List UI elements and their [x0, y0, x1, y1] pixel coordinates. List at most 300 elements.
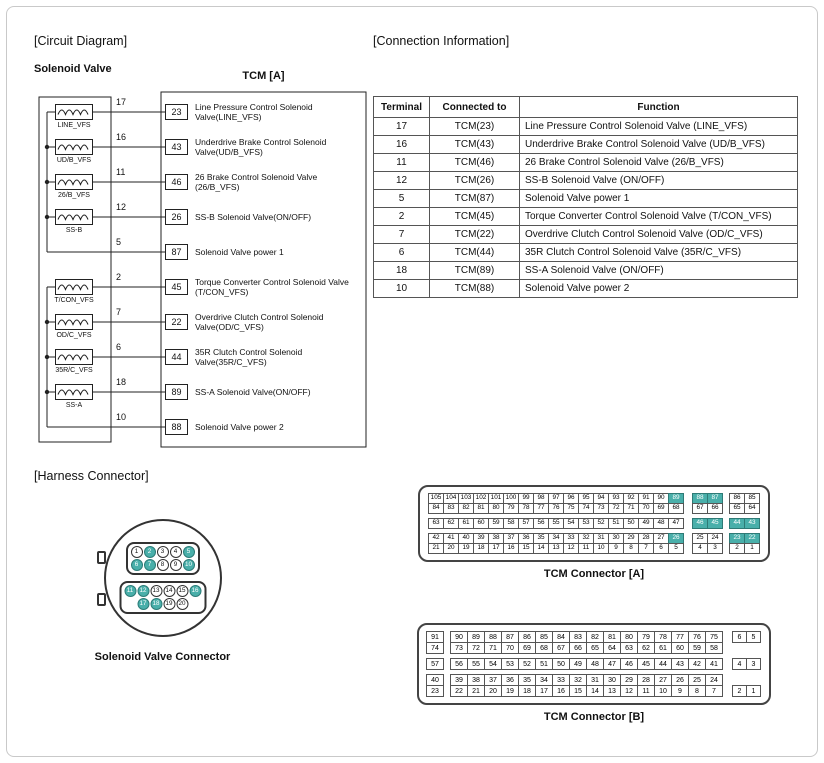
tcma-pin-44: 44 [729, 518, 745, 529]
coil-label: 35R/C_VFS [55, 367, 93, 374]
tcma-pin-63: 63 [428, 518, 444, 529]
tcm-b-housing [417, 623, 771, 705]
pin-block [692, 518, 723, 529]
table-row [374, 280, 798, 298]
tcma-row [428, 503, 760, 514]
tcm-connector-b [409, 623, 779, 723]
tcmb-pin-77: 77 [671, 631, 689, 643]
tcma-pin-11: 11 [578, 543, 594, 554]
tcmb-pin-64: 64 [603, 642, 621, 654]
tcmb-pin-38: 38 [467, 674, 485, 686]
tcma-pin-1: 1 [744, 543, 760, 554]
tcma-pin-31: 31 [593, 533, 609, 544]
tcmb-pin-6: 6 [732, 631, 747, 643]
tcma-pin-78: 78 [518, 503, 534, 514]
tcma-pin-60: 60 [473, 518, 489, 529]
tcmb-pin-45: 45 [637, 658, 655, 670]
tcmb-pin-43: 43 [671, 658, 689, 670]
coil-icon [56, 175, 90, 188]
tcmb-pin-42: 42 [688, 658, 706, 670]
solenoid-pin-2: 2 [144, 546, 156, 558]
tcmb-pin-50: 50 [552, 658, 570, 670]
tcma-pin-64: 64 [744, 503, 760, 514]
solenoid-pin-19: 19 [163, 598, 175, 610]
tcma-pin-61: 61 [458, 518, 474, 529]
tcma-pin-89: 89 [668, 493, 684, 504]
mounting-tab-icon [97, 593, 106, 606]
tcmb-pin-37: 37 [484, 674, 502, 686]
tcmb-pin-25: 25 [688, 674, 706, 686]
tcma-pin-83: 83 [443, 503, 459, 514]
pin-block [732, 658, 761, 670]
tcma-pin-96: 96 [563, 493, 579, 504]
tcma-pin-5: 5 [668, 543, 684, 554]
tcmb-pin-15: 15 [569, 685, 587, 697]
pin-block [729, 543, 760, 554]
tcmb-pin-49: 49 [569, 658, 587, 670]
coil-icon [56, 280, 90, 293]
solenoid-pin-7: 7 [144, 559, 156, 571]
terminal-number: 12 [116, 202, 127, 212]
tcma-pin-33: 33 [563, 533, 579, 544]
tcm-pin-number: 22 [165, 314, 188, 330]
tcma-pin-91: 91 [638, 493, 654, 504]
tcmb-pin-84: 84 [552, 631, 570, 643]
tcma-pin-97: 97 [548, 493, 564, 504]
terminal-cell: 11 [374, 154, 430, 172]
tcma-pin-58: 58 [503, 518, 519, 529]
tcma-pin-36: 36 [518, 533, 534, 544]
tcma-pin-18: 18 [473, 543, 489, 554]
solenoid-coil-symbol [55, 349, 93, 365]
connected-to-cell: TCM(89) [430, 262, 520, 280]
tcma-pin-46: 46 [692, 518, 708, 529]
terminal-number: 5 [116, 237, 122, 247]
tcmb-pin-16: 16 [552, 685, 570, 697]
tcmb-pin-47: 47 [603, 658, 621, 670]
coil-icon [56, 140, 90, 153]
terminal-cell: 6 [374, 244, 430, 262]
tcma-pin-28: 28 [638, 533, 654, 544]
tcm-connector-a [395, 485, 793, 580]
table-row [374, 262, 798, 280]
tcmb-pin-74: 74 [426, 642, 444, 654]
tcma-pin-17: 17 [488, 543, 504, 554]
tcm-pin-number: 89 [165, 384, 188, 400]
coil-label: 26/B_VFS [58, 192, 90, 199]
tcmb-pin-24: 24 [705, 674, 723, 686]
tcma-pin-98: 98 [533, 493, 549, 504]
circuit-diagram [31, 87, 376, 462]
tcma-pin-53: 53 [578, 518, 594, 529]
table-header-row [374, 97, 798, 118]
terminal-number: 6 [116, 342, 122, 352]
tcma-pin-21: 21 [428, 543, 444, 554]
tcmb-pin-67: 67 [552, 642, 570, 654]
tcma-row [428, 543, 760, 554]
tcmb-row [427, 685, 723, 697]
tcmb-pin-69: 69 [518, 642, 536, 654]
mounting-tab-icon [97, 551, 106, 564]
function-cell: SS-B Solenoid Valve (ON/OFF) [520, 172, 798, 190]
tcma-pin-95: 95 [578, 493, 594, 504]
tcma-pin-65: 65 [729, 503, 745, 514]
tcma-pin-69: 69 [653, 503, 669, 514]
solenoid-pin-3: 3 [157, 546, 169, 558]
solenoid-pin-12: 12 [137, 585, 149, 597]
tcmb-pin-55: 55 [467, 658, 485, 670]
pin-function-label: SS-A Solenoid Valve(ON/OFF) [195, 386, 311, 397]
tcma-pin-43: 43 [744, 518, 760, 529]
solenoid-pin-10: 10 [183, 559, 195, 571]
tcmb-pin-11: 11 [637, 685, 655, 697]
tcmb-pin-44: 44 [654, 658, 672, 670]
tcma-pin-102: 102 [473, 493, 489, 504]
solenoid-coil-symbol [55, 209, 93, 225]
tcma-pin-3: 3 [707, 543, 723, 554]
tcmb-pin-54: 54 [484, 658, 502, 670]
tcmb-pin-46: 46 [620, 658, 638, 670]
terminal-cell: 10 [374, 280, 430, 298]
tcmb-pin-53: 53 [501, 658, 519, 670]
terminal-cell: 16 [374, 136, 430, 154]
tcmb-pin-27: 27 [654, 674, 672, 686]
tcma-pin-42: 42 [428, 533, 444, 544]
tcma-pin-59: 59 [488, 518, 504, 529]
solenoid-pin-15: 15 [176, 585, 188, 597]
tcma-pin-7: 7 [638, 543, 654, 554]
solenoid-pin-18: 18 [150, 598, 162, 610]
tcma-pin-70: 70 [638, 503, 654, 514]
terminal-number: 17 [116, 97, 127, 107]
tcma-pin-82: 82 [458, 503, 474, 514]
table-row [374, 154, 798, 172]
tcmb-pin-71: 71 [484, 642, 502, 654]
tcmb-pin-62: 62 [637, 642, 655, 654]
tcmb-pin-13: 13 [603, 685, 621, 697]
tcmb-pin-60: 60 [671, 642, 689, 654]
function-cell: Torque Converter Control Solenoid Valve (T/CON_VFS) [520, 208, 798, 226]
tcmb-pin-90: 90 [450, 631, 468, 643]
tcmb-pin-23: 23 [426, 685, 444, 697]
pin-block [732, 631, 761, 643]
connected-to-cell: TCM(23) [430, 118, 520, 136]
tcmb-pin-8: 8 [688, 685, 706, 697]
tcma-pin-92: 92 [623, 493, 639, 504]
tcma-pin-72: 72 [608, 503, 624, 514]
function-cell: SS-A Solenoid Valve (ON/OFF) [520, 262, 798, 280]
pin-function-label: Line Pressure Control Solenoid Valve(LINE_VFS) [195, 101, 313, 122]
tcmb-pin-12: 12 [620, 685, 638, 697]
function-cell: 35R Clutch Control Solenoid Valve (35R/C_VFS) [520, 244, 798, 262]
tcmb-pin-22: 22 [450, 685, 468, 697]
pin-block [428, 503, 684, 514]
solenoid-coil-symbol [55, 104, 93, 120]
pin-function-label: Underdrive Brake Control Solenoid Valve(UD/B_VFS) [195, 136, 327, 157]
tcma-pin-10: 10 [593, 543, 609, 554]
tcm-b-connector-label: TCM Connector [B] [543, 711, 645, 723]
tcm-a-connector-label: TCM Connector [A] [543, 568, 645, 580]
tcmb-pin-79: 79 [637, 631, 655, 643]
table-row [374, 172, 798, 190]
table-row [374, 190, 798, 208]
table-row [374, 226, 798, 244]
tcmb-pin-28: 28 [637, 674, 655, 686]
table-row [374, 118, 798, 136]
tcmb-pin-76: 76 [688, 631, 706, 643]
tcma-pin-100: 100 [503, 493, 519, 504]
terminal-number: 2 [116, 272, 122, 282]
tcma-pin-79: 79 [503, 503, 519, 514]
tcmb-pin-59: 59 [688, 642, 706, 654]
function-cell: Solenoid Valve power 2 [520, 280, 798, 298]
tcmb-pin-5: 5 [746, 631, 761, 643]
tcma-pin-74: 74 [578, 503, 594, 514]
tcma-pin-104: 104 [443, 493, 459, 504]
connected-to-cell: TCM(22) [430, 226, 520, 244]
tcm-pin-number: 44 [165, 349, 188, 365]
coil-label: SS-B [65, 227, 83, 234]
tcma-pin-67: 67 [692, 503, 708, 514]
tcma-pin-27: 27 [653, 533, 669, 544]
tcm-pin-number: 45 [165, 279, 188, 295]
tcmb-pin-32: 32 [569, 674, 587, 686]
tcma-pin-57: 57 [518, 518, 534, 529]
tcmb-pin-66: 66 [569, 642, 587, 654]
tcmb-pin-75: 75 [705, 631, 723, 643]
tcma-pin-103: 103 [458, 493, 474, 504]
tcma-pin-73: 73 [593, 503, 609, 514]
terminal-cell: 7 [374, 226, 430, 244]
column-header: Terminal [374, 97, 430, 118]
tcma-row [428, 518, 760, 529]
pin-block [428, 518, 684, 529]
tcma-pin-39: 39 [473, 533, 489, 544]
tcma-pin-14: 14 [533, 543, 549, 554]
tcma-pin-34: 34 [548, 533, 564, 544]
tcmb-pin-30: 30 [603, 674, 621, 686]
connector-body [104, 519, 222, 637]
tcmb-pin-65: 65 [586, 642, 604, 654]
solenoid-pin-16: 16 [189, 585, 201, 597]
tcma-pin-30: 30 [608, 533, 624, 544]
tcmb-pin-87: 87 [501, 631, 519, 643]
tcm-a-pin-grid [428, 493, 760, 554]
circuit-diagram-section-title: [Circuit Diagram] [34, 34, 128, 48]
connector-pin-row [124, 585, 201, 597]
tcma-pin-25: 25 [692, 533, 708, 544]
terminal-number: 7 [116, 307, 122, 317]
function-cell: Underdrive Brake Control Solenoid Valve (UD/B_VFS) [520, 136, 798, 154]
pin-block [729, 503, 760, 514]
solenoid-coil-symbol [55, 279, 93, 295]
tcma-pin-81: 81 [473, 503, 489, 514]
solenoid-pin-17: 17 [137, 598, 149, 610]
connected-to-cell: TCM(45) [430, 208, 520, 226]
tcma-pin-45: 45 [707, 518, 723, 529]
terminal-number: 10 [116, 412, 127, 422]
tcmb-pin-85: 85 [535, 631, 553, 643]
terminal-cell: 17 [374, 118, 430, 136]
coil-label: LINE_VFS [57, 122, 91, 129]
tcma-pin-6: 6 [653, 543, 669, 554]
tcm-b-pin-grid [427, 631, 723, 697]
tcma-pin-93: 93 [608, 493, 624, 504]
tcm-a-box-label: TCM [A] [242, 70, 285, 82]
tcmb-pin-36: 36 [501, 674, 519, 686]
function-cell: Line Pressure Control Solenoid Valve (LINE_VFS) [520, 118, 798, 136]
pin-function-label: 35R Clutch Control Solenoid Valve(35R/C_VFS) [195, 346, 303, 367]
connected-to-cell: TCM(87) [430, 190, 520, 208]
coil-label: SS-A [65, 402, 83, 409]
tcma-pin-77: 77 [533, 503, 549, 514]
tcma-pin-37: 37 [503, 533, 519, 544]
function-cell: Overdrive Clutch Control Solenoid Valve (OD/C_VFS) [520, 226, 798, 244]
tcma-pin-32: 32 [578, 533, 594, 544]
tcmb-pin-56: 56 [450, 658, 468, 670]
tcma-pin-16: 16 [503, 543, 519, 554]
tcmb-pin-4: 4 [732, 658, 747, 670]
tcma-pin-2: 2 [729, 543, 745, 554]
coil-label: OD/C_VFS [56, 332, 92, 339]
solenoid-pin-5: 5 [183, 546, 195, 558]
tcma-pin-75: 75 [563, 503, 579, 514]
tcma-pin-22: 22 [744, 533, 760, 544]
solenoid-coil-symbol [55, 174, 93, 190]
tcm-pin-number: 43 [165, 139, 188, 155]
tcma-pin-71: 71 [623, 503, 639, 514]
tcmb-pin-26: 26 [671, 674, 689, 686]
tcmb-pin-63: 63 [620, 642, 638, 654]
tcmb-pin-39: 39 [450, 674, 468, 686]
tcmb-pin-33: 33 [552, 674, 570, 686]
tcma-pin-99: 99 [518, 493, 534, 504]
tcmb-pin-35: 35 [518, 674, 536, 686]
tcmb-row [427, 642, 723, 654]
pin-block [732, 685, 761, 697]
terminal-cell: 5 [374, 190, 430, 208]
tcma-pin-49: 49 [638, 518, 654, 529]
tcma-pin-29: 29 [623, 533, 639, 544]
tcmb-pin-19: 19 [501, 685, 519, 697]
tcma-pin-4: 4 [692, 543, 708, 554]
tcm-pin-number: 23 [165, 104, 188, 120]
tcmb-pin-17: 17 [535, 685, 553, 697]
connection-info-table [373, 96, 798, 298]
tcmb-pin-82: 82 [586, 631, 604, 643]
terminal-cell: 12 [374, 172, 430, 190]
tcma-pin-84: 84 [428, 503, 444, 514]
pin-block [729, 518, 760, 529]
tcma-pin-12: 12 [563, 543, 579, 554]
tcma-pin-55: 55 [548, 518, 564, 529]
tcma-pin-19: 19 [458, 543, 474, 554]
tcma-pin-20: 20 [443, 543, 459, 554]
table-row [374, 208, 798, 226]
harness-connector-section-title: [Harness Connector] [34, 469, 149, 483]
coil-icon [56, 210, 90, 223]
tcma-pin-85: 85 [744, 493, 760, 504]
tcmb-pin-78: 78 [654, 631, 672, 643]
tcmb-pin-21: 21 [467, 685, 485, 697]
tcma-pin-35: 35 [533, 533, 549, 544]
terminal-number: 16 [116, 132, 127, 142]
tcma-pin-47: 47 [668, 518, 684, 529]
solenoid-pin-9: 9 [170, 559, 182, 571]
connector-pin-row [131, 546, 195, 558]
connected-to-cell: TCM(43) [430, 136, 520, 154]
tcmb-pin-58: 58 [705, 642, 723, 654]
coil-icon [56, 315, 90, 328]
tcma-pin-38: 38 [488, 533, 504, 544]
terminal-cell: 18 [374, 262, 430, 280]
tcma-pin-8: 8 [623, 543, 639, 554]
solenoid-coil-symbol [55, 139, 93, 155]
tcma-pin-41: 41 [443, 533, 459, 544]
tcma-pin-86: 86 [729, 493, 745, 504]
coil-label: UD/B_VFS [56, 157, 92, 164]
solenoid-pin-14: 14 [163, 585, 175, 597]
tcmb-pin-14: 14 [586, 685, 604, 697]
tcm-b-side-pins [732, 631, 761, 697]
tcma-pin-24: 24 [707, 533, 723, 544]
pin-function-label: Overdrive Clutch Control Solenoid Valve(OD/C_VFS) [195, 311, 324, 332]
tcmb-pin-88: 88 [484, 631, 502, 643]
tcma-pin-88: 88 [692, 493, 708, 504]
pin-cluster-top [126, 542, 200, 575]
tcma-pin-87: 87 [707, 493, 723, 504]
tcma-pin-101: 101 [488, 493, 504, 504]
tcmb-pin-29: 29 [620, 674, 638, 686]
pin-cluster-bottom [119, 581, 206, 614]
tcma-pin-62: 62 [443, 518, 459, 529]
tcma-pin-54: 54 [563, 518, 579, 529]
tcmb-pin-18: 18 [518, 685, 536, 697]
tcmb-pin-80: 80 [620, 631, 638, 643]
tcmb-row [427, 658, 723, 670]
tcma-pin-76: 76 [548, 503, 564, 514]
column-header: Connected to [430, 97, 520, 118]
tcmb-pin-52: 52 [518, 658, 536, 670]
tcma-pin-105: 105 [428, 493, 444, 504]
tcm-pin-number: 88 [165, 419, 188, 435]
solenoid-pin-13: 13 [150, 585, 162, 597]
tcmb-pin-57: 57 [426, 658, 444, 670]
tcmb-pin-10: 10 [654, 685, 672, 697]
tcmb-pin-83: 83 [569, 631, 587, 643]
connector-pin-row [131, 559, 195, 571]
tcm-pin-number: 46 [165, 174, 188, 190]
coil-icon [56, 105, 90, 118]
function-cell: 26 Brake Control Solenoid Valve (26/B_VFS) [520, 154, 798, 172]
tcma-pin-9: 9 [608, 543, 624, 554]
pin-block [450, 642, 723, 654]
tcma-pin-56: 56 [533, 518, 549, 529]
tcm-a-housing [418, 485, 770, 562]
tcmb-pin-73: 73 [450, 642, 468, 654]
solenoid-pin-8: 8 [157, 559, 169, 571]
tcmb-pin-68: 68 [535, 642, 553, 654]
tcmb-pin-61: 61 [654, 642, 672, 654]
tcma-pin-68: 68 [668, 503, 684, 514]
pin-function-label: Solenoid Valve power 2 [195, 421, 284, 432]
terminal-cell: 2 [374, 208, 430, 226]
pin-function-label: Solenoid Valve power 1 [195, 246, 284, 257]
tcmb-pin-20: 20 [484, 685, 502, 697]
connected-to-cell: TCM(26) [430, 172, 520, 190]
column-header: Function [520, 97, 798, 118]
pin-block [450, 685, 723, 697]
